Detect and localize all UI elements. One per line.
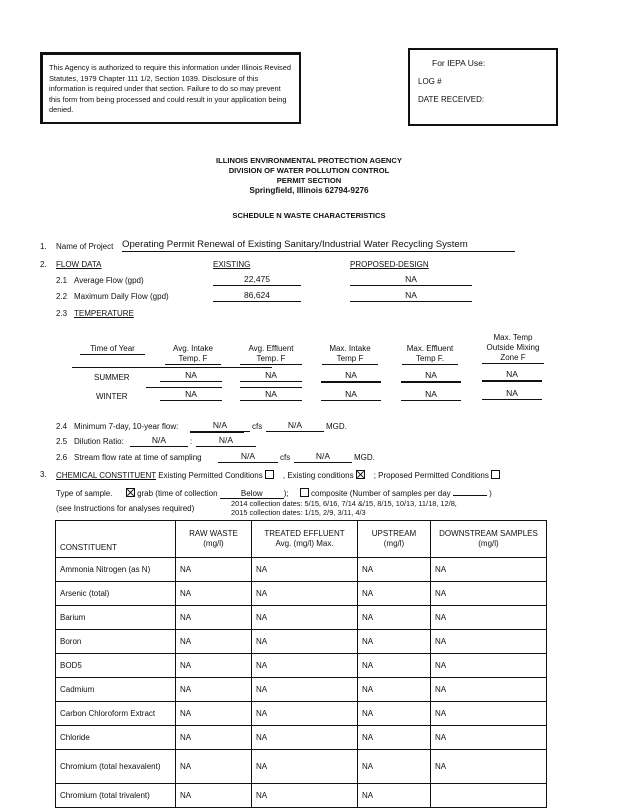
grab-time-field[interactable]: Below	[220, 489, 284, 499]
downstream-cell[interactable]: NA	[431, 702, 547, 726]
existing-conditions-label: , Existing conditions	[282, 471, 354, 480]
existing-permitted-label: Existing Permitted Conditions	[158, 471, 263, 480]
chemical-conditions-row	[56, 470, 500, 480]
schedule-title: SCHEDULE N WASTE CHARACTERISTICS	[232, 211, 386, 220]
avg-flow-existing-field[interactable]: 22,475	[213, 274, 301, 286]
constituent-name: Cadmium	[56, 678, 176, 702]
notice-text: This Agency is authorized to require this information under Illinois Revised Statutes, 1979 Chapter 111 1/2, Section 1039. Disclosure of this information is required under that section. Failure to do so may prevent this form from being processed and could result in your application being denied.	[49, 63, 291, 115]
avg-flow-label: Average Flow (gpd)	[74, 276, 144, 285]
project-name-value: Operating Permit Renewal of Existing Sanitary/Industrial Water Recycling System	[122, 239, 468, 250]
composite-checkbox[interactable]	[300, 488, 309, 497]
treated-effluent-cell[interactable]: NA	[252, 558, 358, 582]
raw-waste-cell[interactable]: NA	[176, 784, 252, 808]
dilution-number: 2.5	[56, 437, 68, 446]
proposed-design-header: PROPOSED-DESIGN	[350, 260, 429, 269]
dilution-separator: :	[190, 437, 193, 446]
downstream-cell[interactable]	[431, 784, 547, 808]
downstream-cell[interactable]: NA	[431, 750, 547, 784]
composite-samples-field[interactable]	[453, 495, 487, 496]
downstream-cell[interactable]: NA	[431, 654, 547, 678]
table-row	[56, 750, 547, 784]
flow-number: 2.	[40, 260, 47, 269]
upstream-cell[interactable]: NA	[358, 582, 431, 606]
collection-dates-2015: 2015 collection dates: 1/15, 2/9, 3/11, 4/3	[231, 508, 366, 517]
winter-avg-effluent-field[interactable]: NA	[240, 389, 302, 401]
existing-header: EXISTING	[213, 260, 251, 269]
max-flow-existing-field[interactable]: 86,624	[213, 290, 301, 302]
constituent-name: Barium	[56, 606, 176, 630]
stream-flow-cfs-unit: cfs	[280, 453, 291, 462]
project-label: Name of Project	[56, 242, 114, 251]
table-row	[56, 654, 547, 678]
temp-col-max-outside-mixing: Max. Temp Outside Mixing Zone F	[482, 333, 544, 364]
summer-avg-effluent-field[interactable]: NA	[240, 370, 302, 382]
sample-type-row	[56, 488, 492, 499]
table-row	[56, 606, 547, 630]
upstream-cell[interactable]: NA	[358, 784, 431, 808]
upstream-cell[interactable]: NA	[358, 558, 431, 582]
winter-max-effluent-field[interactable]: NA	[401, 389, 461, 401]
composite-label: composite (Number of samples per day	[311, 489, 451, 498]
raw-waste-cell[interactable]: NA	[176, 750, 252, 784]
raw-waste-cell[interactable]: NA	[176, 654, 252, 678]
instructions-note: (see Instructions for analyses required)	[56, 504, 195, 513]
avg-flow-proposed-field[interactable]: NA	[350, 274, 472, 286]
raw-waste-cell[interactable]: NA	[176, 606, 252, 630]
raw-waste-cell[interactable]: NA	[176, 582, 252, 606]
table-row	[56, 582, 547, 606]
treated-effluent-cell[interactable]: NA	[252, 630, 358, 654]
table-row	[56, 630, 547, 654]
treated-effluent-cell[interactable]: NA	[252, 582, 358, 606]
upstream-cell[interactable]: NA	[358, 750, 431, 784]
flow-data-label: FLOW DATA	[56, 260, 102, 269]
raw-waste-cell[interactable]: NA	[176, 726, 252, 750]
constituent-name: Chromium (total trivalent)	[56, 784, 176, 808]
chemical-number: 3.	[40, 470, 47, 479]
existing-conditions-checkbox[interactable]	[356, 470, 365, 479]
stream-flow-mgd-unit: MGD.	[354, 453, 375, 462]
agency-address: Springfield, Illinois 62794-9276	[249, 186, 369, 195]
table-row	[56, 726, 547, 750]
summer-avg-intake-field[interactable]: NA	[160, 370, 222, 382]
temp-col-avg-effluent: Avg. Effluent Temp. F	[240, 344, 302, 365]
max-flow-number: 2.2	[56, 292, 68, 301]
low-flow-mgd-field[interactable]: N/A	[266, 420, 324, 432]
constituent-name: Chloride	[56, 726, 176, 750]
raw-waste-cell[interactable]: NA	[176, 558, 252, 582]
date-received-label: DATE RECEIVED:	[418, 95, 485, 104]
grab-checkbox[interactable]	[126, 488, 135, 497]
col-treated-effluent: TREATED EFFLUENT Avg. (mg/l) Max.	[252, 521, 358, 558]
avg-flow-number: 2.1	[56, 276, 68, 285]
project-name-field[interactable]	[122, 239, 515, 252]
agency-title: ILLINOIS ENVIRONMENTAL PROTECTION AGENCY	[216, 156, 402, 165]
division-title: DIVISION OF WATER POLLUTION CONTROL	[228, 166, 390, 175]
winter-avg-intake-field[interactable]: NA	[160, 389, 222, 401]
temp-col-avg-intake: Avg. Intake Temp. F	[165, 344, 221, 365]
dilution-rule	[190, 432, 244, 433]
col-downstream: DOWNSTREAM SAMPLES (mg/l)	[431, 521, 547, 558]
downstream-cell[interactable]: NA	[431, 582, 547, 606]
treated-effluent-cell[interactable]: NA	[252, 784, 358, 808]
table-row	[56, 558, 547, 582]
low-flow-cfs-field[interactable]: N/A	[190, 420, 250, 432]
treated-effluent-cell[interactable]: NA	[252, 678, 358, 702]
downstream-cell[interactable]: NA	[431, 726, 547, 750]
log-number-label: LOG #	[418, 77, 442, 86]
raw-waste-cell[interactable]: NA	[176, 630, 252, 654]
temp-header-rule-mid	[240, 367, 272, 368]
low-flow-cfs-unit: cfs	[252, 422, 263, 431]
summer-max-outside-field[interactable]: NA	[482, 369, 542, 382]
low-flow-label: Minimum 7-day, 10-year flow:	[74, 422, 179, 431]
downstream-cell[interactable]: NA	[431, 630, 547, 654]
iepa-use-title: For IEPA Use:	[432, 58, 486, 68]
temperature-number: 2.3	[56, 309, 68, 318]
constituent-name: BOD5	[56, 654, 176, 678]
dilution-label: Dilution Ratio:	[74, 437, 124, 446]
constituent-name: Ammonia Nitrogen (as N)	[56, 558, 176, 582]
sample-type-label: Type of sample.	[56, 489, 113, 498]
table-row	[56, 678, 547, 702]
temperature-label: TEMPERATURE	[74, 309, 134, 318]
treated-effluent-cell[interactable]: NA	[252, 606, 358, 630]
winter-max-outside-field[interactable]: NA	[482, 388, 542, 400]
upstream-cell[interactable]: NA	[358, 678, 431, 702]
authorization-notice	[40, 52, 301, 124]
temp-col-time-of-year: Time of Year	[80, 344, 145, 355]
summer-max-effluent-field[interactable]: NA	[401, 370, 461, 383]
dilution-b-field[interactable]: N/A	[196, 435, 256, 447]
stream-flow-number: 2.6	[56, 453, 68, 462]
winter-label: WINTER	[96, 392, 128, 401]
treated-effluent-cell[interactable]: NA	[252, 654, 358, 678]
project-number: 1.	[40, 242, 47, 251]
raw-waste-cell[interactable]: NA	[176, 702, 252, 726]
col-raw-waste: RAW WASTE (mg/l)	[176, 521, 252, 558]
temp-col-max-intake: Max. Intake Temp F	[322, 344, 378, 365]
constituent-name: Chromium (total hexavalent)	[56, 750, 176, 784]
upstream-cell[interactable]: NA	[358, 606, 431, 630]
treated-effluent-cell[interactable]: NA	[252, 726, 358, 750]
temp-row-rule-1	[146, 387, 222, 388]
downstream-cell[interactable]: NA	[431, 606, 547, 630]
stream-flow-mgd-field[interactable]: N/A	[294, 451, 352, 463]
table-row	[56, 702, 547, 726]
constituents-table	[55, 520, 547, 808]
temp-header-rule-left	[72, 367, 268, 368]
treated-effluent-cell[interactable]: NA	[252, 750, 358, 784]
composite-close: )	[489, 489, 492, 498]
downstream-cell[interactable]: NA	[431, 678, 547, 702]
table-header-row	[56, 521, 547, 558]
low-flow-number: 2.4	[56, 422, 68, 431]
grab-label: grab (time of collection	[137, 489, 218, 498]
upstream-cell[interactable]: NA	[358, 654, 431, 678]
downstream-cell[interactable]: NA	[431, 558, 547, 582]
temp-col-max-effluent: Max. Effluent Temp F.	[402, 344, 458, 365]
proposed-permitted-checkbox[interactable]	[491, 470, 500, 479]
constituent-name: Carbon Chloroform Extract	[56, 702, 176, 726]
low-flow-mgd-unit: MGD.	[326, 422, 347, 431]
dilution-a-field[interactable]: N/A	[130, 435, 188, 447]
proposed-permitted-label: ; Proposed Permitted Conditions	[373, 471, 489, 480]
summer-max-intake-field[interactable]: NA	[321, 370, 381, 383]
upstream-cell[interactable]: NA	[358, 702, 431, 726]
upstream-cell[interactable]: NA	[358, 630, 431, 654]
col-upstream: UPSTREAM (mg/l)	[358, 521, 431, 558]
winter-max-intake-field[interactable]: NA	[321, 389, 381, 401]
section-title: PERMIT SECTION	[276, 176, 342, 185]
existing-permitted-checkbox[interactable]	[265, 470, 274, 479]
upstream-cell[interactable]: NA	[358, 726, 431, 750]
summer-label: SUMMER	[94, 373, 130, 382]
collection-dates-2014: 2014 collection dates: 5/15, 6/16, 7/14 &/15, 8/15, 10/13, 11/18, 12/8,	[231, 499, 457, 508]
chemical-constituent-label: CHEMICAL CONSTITUENT	[56, 471, 157, 480]
table-row	[56, 784, 547, 808]
max-flow-proposed-field[interactable]: NA	[350, 290, 472, 302]
treated-effluent-cell[interactable]: NA	[252, 702, 358, 726]
stream-flow-label: Stream flow rate at time of sampling	[74, 453, 202, 462]
constituent-name: Boron	[56, 630, 176, 654]
grab-close: );	[283, 489, 289, 498]
collection-dates	[231, 499, 457, 517]
constituent-name: Arsenic (total)	[56, 582, 176, 606]
temp-row-rule-2	[240, 387, 302, 388]
stream-flow-cfs-field[interactable]: N/A	[218, 451, 278, 463]
raw-waste-cell[interactable]: NA	[176, 678, 252, 702]
max-flow-label: Maximum Daily Flow (gpd)	[74, 292, 169, 301]
iepa-use-box	[408, 48, 558, 126]
col-constituent: CONSTITUENT	[56, 521, 176, 558]
